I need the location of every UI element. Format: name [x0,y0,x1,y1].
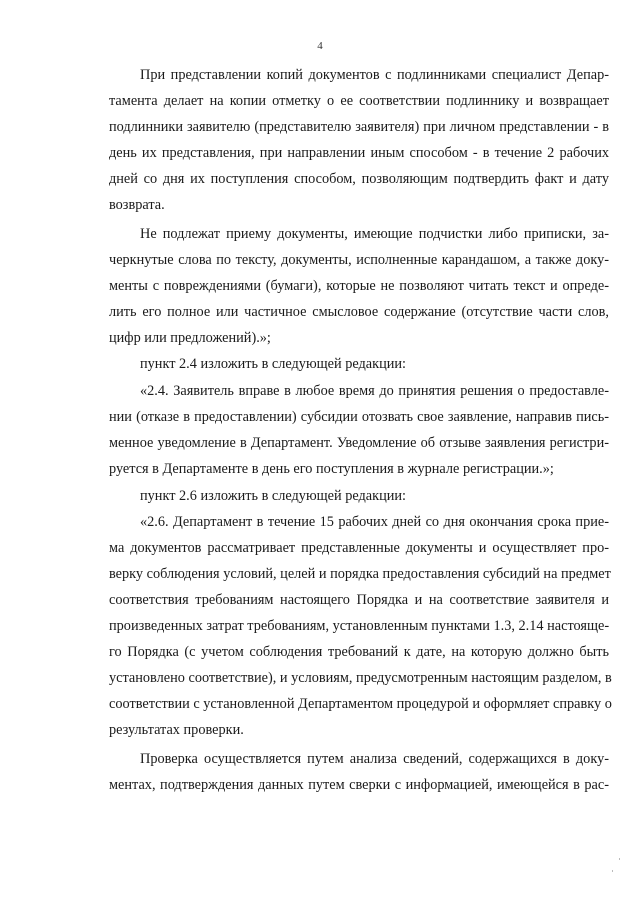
text-line: возврата. [109,197,165,213]
text-line: «2.6. Департамент в течение 15 рабочих дней со дня окончания срока прие- [140,514,609,530]
text-line: Проверка осуществляется путем анализа сведений, содержащихся в доку- [140,751,609,767]
text-line: менты с повреждениями (бумаги), которые не позволяют читать текст и опреде- [109,278,609,294]
text-line: нии (отказе в предоставлении) субсидии отозвать свое заявление, направив пись- [109,409,609,425]
text-line: черкнутые слова по тексту, документы, исполненные карандашом, а также доку- [109,252,609,268]
text-line: го Порядка (с учетом соблюдения требований к дате, на которую должно быть [109,644,609,660]
text-line: подлинники заявителю (представителю заявителя) при личном представлении - в [109,119,609,135]
text-line: лить его полное или частичное смысловое содержание (отсутствие части слов, [109,304,609,320]
text-line: менное уведомление в Департамент. Уведомление об отзыве заявления регистри- [109,435,609,451]
text-line: дней со дня их поступления способом, позволяющим подтвердить факт и дату [109,171,609,187]
text-line: «2.4. Заявитель вправе в любое время до принятия решения о предоставле- [140,383,609,399]
text-line: день их представления, при направлении иным способом - в течение 2 рабочих [109,145,609,161]
text-line: соответствия требованиям настоящего Порядка и на соответствие заявителя и [109,592,609,608]
text-line: При представлении копий документов с подлинниками специалист Депар- [140,67,609,83]
text-line: Не подлежат приему документы, имеющие подчистки либо приписки, за- [140,226,609,242]
text-line: верку соблюдения условий, целей и порядка предоставления субсидий на предмет [109,566,611,582]
text-line: тамента делает на копии отметку о ее соответствии подлиннику и возвращает [109,93,609,109]
scan-speck [619,858,620,860]
text-line: соответствии с установленной Департаментом процедурой и оформляет справку о [109,696,612,712]
text-line: ментах, подтверждения данных путем сверки с информацией, имеющейся в рас- [109,777,609,793]
text-line: ма документов рассматривает представленные документы и осуществляет про- [109,540,609,556]
scan-speck [612,870,613,872]
text-line: пункт 2.6 изложить в следующей редакции: [140,488,407,504]
page-number: 4 [317,40,323,52]
text-line: руется в Департаменте в день его поступления в журнале регистрации.»; [109,461,554,477]
text-line: установлено соответствие), и условиям, предусмотренным настоящим разделом, в [109,670,612,686]
text-line: пункт 2.4 изложить в следующей редакции: [140,356,407,372]
text-line: произведенных затрат требованиям, установленным пунктами 1.3, 2.14 настояще- [109,618,610,634]
text-line: цифр или предложений).»; [109,330,271,346]
text-line: результатах проверки. [109,722,244,738]
